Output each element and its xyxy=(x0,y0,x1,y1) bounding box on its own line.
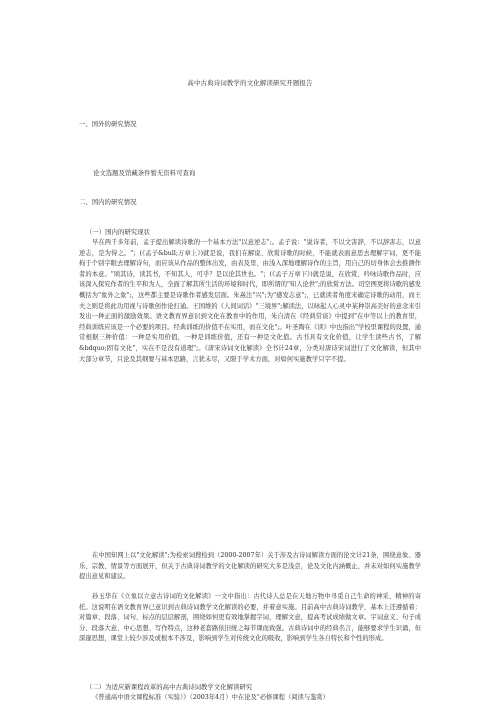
section-heading-domestic: 二、国内的研究情况 xyxy=(79,198,137,206)
section-heading-foreign: 一、国外的研究情况 xyxy=(79,120,137,128)
paragraph-1: 早在两千多年前，孟子提出解读诗歌的一个基本方法"以意逆志";。孟子说："说诗者，不以文害辞，不以辞害志，以意逆志，是为得之。"；(《孟子&bull;万章上》)就是说，我们在解说、欣赏诗歌的时候，不能就表面意思去理解字词，更不能拘于个别字眼去理解诗句，而应该从作品的整体出发，由表及里、由浅入深地理解诗作的主旨，用自己的切身体会去推测作者的本意。"颂其诗，读其书，不知其人，可乎？是以论其世也。"；(《孟子万章下》)就是说，在欣赏、吟咏诗歌作品时，应该深入探究作者的生平和为人，全面了解其所生活的环境和时代，即所谓的"知人论世";的欣赏方法。司空图更将诗歌的感发概括为"象外之象";，这些都主要是诗歌作者感发层面。朱熹注"兴";为"感发志意";，已就读者角度来确定诗歌的动用，而王夫之则是将此功用视与诗歌创作论打通。王国维的《人间词话》"三境界";解读法，以咏起人心灵中某种崇高美好的意念来引发出一种正面的激励效果。语文教育界意识到文化在教育中的作用，朱自清在《经典常谈》中提到"在中等以上的教育里，经典训练应该是一个必要的项目。经典训练的价值不在实用，而在文化";。叶圣陶在《读》中也指出"学校里课程的设置，通常根据三种价值：一种是实用价值，一种是训练价值，还有一种是文化值。古书具有文化价值，让学生读些古书，了解&bdquo;固有文化"，实在不是没有道理";。《唐宋诗词文化解读》全书计24章，分类对唐诗宋词进行了文化解读，但其中大部分章节，只论及其纲要与基本思路，言犹未尽，又限于学术方面，对如何实施教学只字不提。 xyxy=(79,239,421,363)
paragraph-3: 孙玉华在《立象以立意古诗词的文化解读》一文中指出：古代诗人总是在天地万物中寻觅自己生命的神采、精神的寄托。这说明在语文教育界已意识到古典诗词教学文化解读的必要，并着意实施。目前高中古典诗词教学，基本上还遵循着：对篇章、段落、词句、标点的层层解剖，围绕如何更有效地掌握字词，理解文意，提高考试成绩做文章。字词意义、句子成分、段落大意、中心思想、写作特点，这种老套路依旧统之每节课而致强。古典诗词中的经典名言，能够要求学生识诵，但深邃思想，课堂上较少涉及或根本不涉及，影响到学生对传统文化的吸收，影响到学生各自特长和个性的形成。 xyxy=(79,593,421,643)
subsection-heading-reform: （二）为适应新课程改革的高中古典诗词教学文化解读研究 xyxy=(86,683,253,691)
section-note: 论文选题及馆藏条件暂无资料可查询 xyxy=(93,169,196,177)
paragraph-2: 在中国知网上以"文化解读";为检索词搜检到（2000-2007年）关于涉及古诗词解读方面的论文计21条，围绕意象、器乐、宗教、情景等方面展开，但关于古典诗词教学的文化解读的研究大多是浅尝，论及文化内涵概止，并未对如何实施教学提出意见和建议。 xyxy=(79,552,421,581)
paragraph-4: 《普通高中语文课程标准（实验）》（2003年4月）中在论及"必修课程（阅读与鉴赏） xyxy=(92,694,330,701)
document-title: 高中古典诗词教学的文化解读研究开题报告 xyxy=(187,79,313,87)
subsection-heading-status: （一）国内的研究现状 xyxy=(86,228,150,236)
